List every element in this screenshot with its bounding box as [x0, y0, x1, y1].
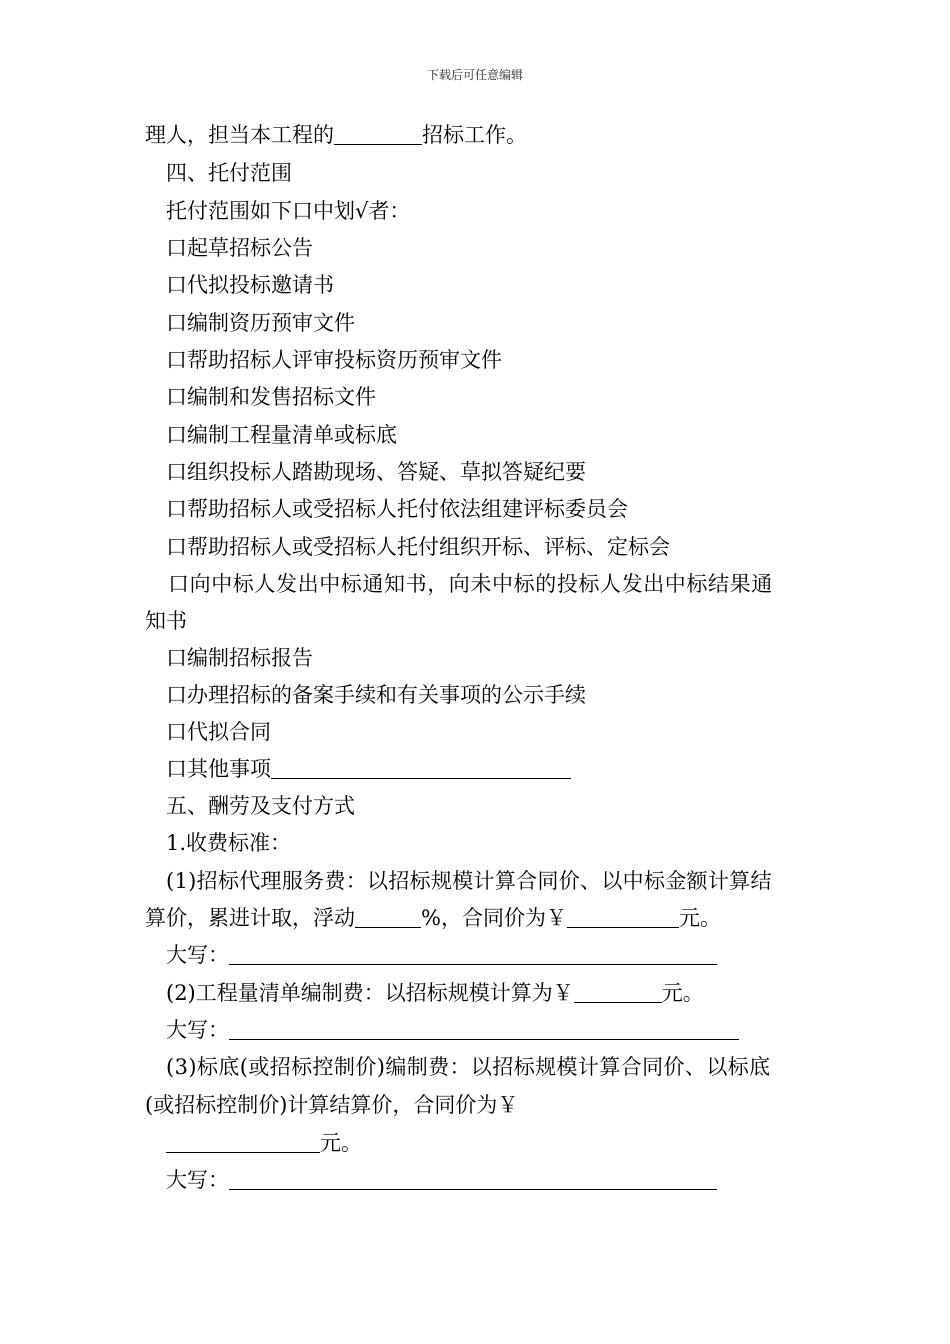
line-text: 算价，累进计取，浮动: [145, 906, 355, 930]
page-header: 下载后可任意编辑: [426, 68, 523, 82]
text-line: [166, 1165, 717, 1195]
line-text: (2)工程量清单编制费：以招标规模计算为￥: [166, 981, 574, 1005]
section-heading: 四、托付范围: [166, 161, 292, 185]
blank-underline[interactable]: [574, 982, 662, 1003]
text-line: 托付范围如下口中划√者：: [166, 199, 411, 223]
line-text: 招标工作。: [422, 123, 527, 147]
line-text: 大写：: [166, 1018, 229, 1042]
list-item: 口向中标人发出中标通知书，向未中标的投标人发出中标结果通: [168, 572, 773, 596]
list-item: 口组织投标人踏勘现场、答疑、草拟答疑纪要: [166, 460, 586, 484]
list-item: 口起草招标公告: [166, 236, 313, 260]
text-line: (1)招标代理服务费：以招标规模计算合同价、以中标金额计算结: [166, 869, 772, 893]
line-text: 口其他事项: [166, 757, 271, 781]
text-line: [166, 940, 717, 970]
list-item: [166, 754, 571, 784]
list-item: 口帮助招标人或受招标人托付组织开标、评标、定标会: [166, 535, 670, 559]
list-item: 口帮助招标人或受招标人托付依法组建评标委员会: [166, 497, 628, 521]
text-line: [166, 1015, 739, 1045]
blank-underline[interactable]: [567, 907, 679, 928]
list-item: 口帮助招标人评审投标资历预审文件: [166, 348, 502, 372]
list-item: 口办理招标的备案手续和有关事项的公示手续: [166, 683, 586, 707]
blank-underline[interactable]: [334, 124, 422, 145]
line-text: 大写：: [166, 1168, 229, 1192]
text-line: [145, 120, 527, 150]
line-text: 元。: [678, 906, 721, 930]
line-text: 大写：: [166, 943, 229, 967]
line-text: 理人，担当本工程的: [145, 123, 334, 147]
list-item: 口代拟合同: [166, 720, 271, 744]
blank-underline[interactable]: [229, 1019, 739, 1040]
line-text: 元。: [661, 981, 704, 1005]
line-text: %，合同价为￥: [421, 906, 567, 930]
text-line: [166, 978, 704, 1008]
blank-underline[interactable]: [229, 944, 717, 965]
list-item: 口编制资历预审文件: [166, 311, 355, 335]
text-line: (或招标控制价)计算结算价，合同价为￥: [145, 1093, 519, 1117]
section-heading: 五、酬劳及支付方式: [166, 794, 355, 818]
text-line: (3)标底(或招标控制价)编制费：以招标规模计算合同价、以标底: [166, 1055, 771, 1079]
list-item: 口代拟投标邀请书: [166, 273, 334, 297]
blank-underline[interactable]: [229, 1169, 717, 1190]
list-item: 口编制招标报告: [166, 646, 313, 670]
list-item-continuation: 知书: [145, 609, 187, 633]
blank-underline[interactable]: [355, 907, 421, 928]
text-line: [166, 1128, 362, 1158]
list-item: 口编制工程量清单或标底: [166, 423, 397, 447]
blank-underline[interactable]: [166, 1132, 320, 1153]
line-text: 元。: [320, 1131, 362, 1155]
text-line: 1.收费标准：: [166, 831, 292, 855]
text-line: [145, 903, 721, 933]
list-item: 口编制和发售招标文件: [166, 385, 376, 409]
blank-underline[interactable]: [271, 758, 571, 779]
